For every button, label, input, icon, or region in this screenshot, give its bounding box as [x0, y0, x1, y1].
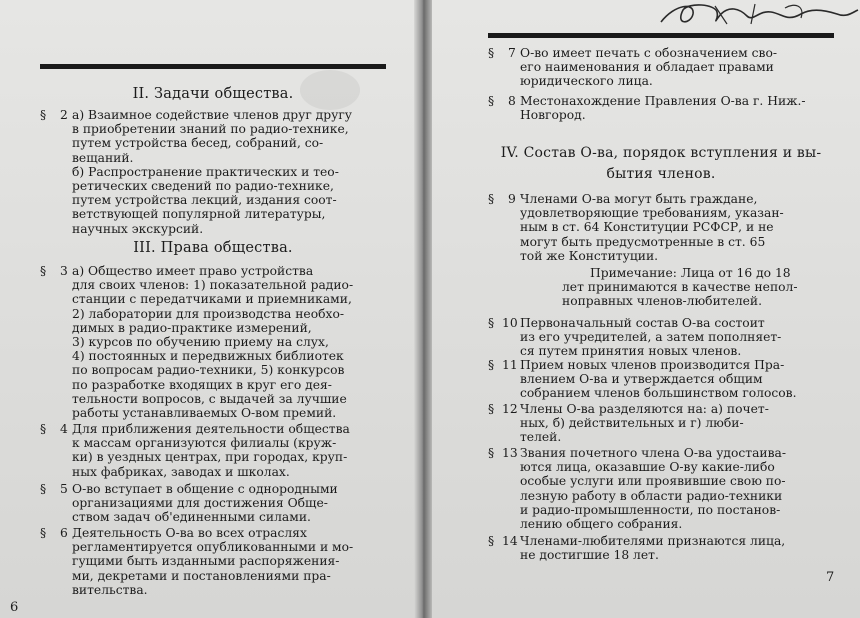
text-line: О-во вступает в общение с однородными: [72, 482, 338, 496]
heading-rights: III. Права общества.: [133, 240, 293, 256]
section-mark: §: [40, 526, 47, 540]
text-line: Местонахождение Правления О-ва г. Ниж.-: [520, 94, 806, 108]
section-text: [520, 192, 784, 263]
text-line: Членами О-ва могут быть граждане,: [520, 192, 758, 206]
text-line: ки) в уездных центрах, при городах, круп-: [72, 450, 348, 465]
section-text: [72, 108, 352, 236]
text-line: ством задач об'единенными силами.: [72, 510, 311, 525]
section-mark: §: [488, 94, 495, 108]
text-line: Для приближения деятельности общества: [72, 422, 350, 436]
text-line: регламентируется опубликованными и мо-: [72, 540, 354, 555]
heading-membership: IV. Состав О-ва, порядок вступления и вы-: [500, 145, 822, 161]
section-mark: §: [488, 534, 495, 548]
text-line: тельности вопросов, с выдачей за лучшие: [72, 391, 347, 406]
section-mark: §: [40, 264, 47, 278]
page-number-left: 6: [10, 600, 19, 615]
text-line: по вопросам радио-техники, 5) конкурсов: [72, 363, 345, 378]
text-line: 2) лаборатории для производства необхо-: [72, 306, 345, 321]
section-text: [520, 46, 777, 89]
heading-membership-cont: бытия членов.: [606, 166, 716, 182]
text-line: не достигшие 18 лет.: [520, 548, 659, 563]
left-header-rule: [40, 64, 386, 69]
text-line: вещаний.: [72, 150, 134, 165]
note-line: Примечание: Лица от 16 до 18: [590, 266, 791, 280]
text-line: собранием членов большинством голосов.: [520, 386, 797, 401]
text-line: по разработке входящих в круг его дея-: [72, 377, 332, 392]
text-line: организациями для достижения Обще-: [72, 496, 328, 511]
text-line: могут быть предусмотренные в ст. 65: [520, 234, 766, 249]
section-mark: §: [488, 316, 495, 330]
section-mark: §: [40, 108, 47, 122]
text-line: а) Взаимное содействие членов друг другу: [72, 108, 353, 122]
text-line: Членами-любителями признаются лица,: [520, 534, 786, 548]
text-line: работы устанавливаемых О-вом премий.: [72, 406, 337, 421]
section-text: [520, 94, 806, 122]
text-line: гущими быть изданными распоряжения-: [72, 554, 340, 569]
section-number: 10: [502, 316, 518, 330]
section-number: 9: [508, 192, 516, 206]
text-line: ретических сведений по радио-технике,: [72, 179, 334, 194]
text-line: б) Распространение практических и тео-: [72, 164, 339, 179]
text-line: Новгород.: [520, 108, 586, 123]
text-line: в приобретении знаний по радио-технике,: [72, 122, 349, 137]
text-line: ми, декретами и постановлениями пра-: [72, 568, 331, 583]
text-line: юридического лица.: [520, 74, 653, 89]
section-mark: §: [40, 422, 47, 436]
section-number: 6: [60, 526, 68, 540]
text-line: Первоначальный состав О-ва состоит: [520, 316, 765, 330]
text-line: 4) постоянных и передвижных библиотек: [72, 349, 344, 364]
note-line: лет принимаются в качестве непол-: [562, 280, 798, 295]
heading-tasks: II. Задачи общества.: [132, 86, 294, 102]
text-line: влением О-ва и утверждается общим: [520, 372, 763, 387]
section-text: [520, 534, 785, 562]
text-line: лению общего собрания.: [520, 517, 683, 532]
text-line: ся путем принятия новых членов.: [520, 344, 742, 359]
section-number: 11: [502, 358, 518, 372]
section-number: 2: [60, 108, 68, 122]
section-number: 8: [508, 94, 516, 108]
text-line: 3) курсов по обучению приему на слух,: [72, 335, 329, 350]
section-text: [520, 446, 786, 531]
section-mark: §: [488, 46, 495, 60]
text-line: для своих членов: 1) показательной радио-: [72, 278, 354, 293]
section-number: 14: [502, 534, 518, 548]
section-text: [72, 526, 353, 597]
section-number: 3: [60, 264, 68, 278]
text-line: удовлетворяющие требованиям, указан-: [520, 206, 784, 221]
text-line: ных, б) действительных и г) люби-: [520, 416, 744, 431]
text-line: той же Конституции.: [520, 248, 659, 263]
text-line: вительства.: [72, 582, 148, 597]
section-mark: §: [488, 358, 495, 372]
right-header-rule: [488, 33, 834, 38]
section-text: [72, 482, 338, 525]
section-text: [520, 316, 781, 359]
section-mark: §: [488, 446, 495, 460]
section-number: 4: [60, 422, 68, 436]
section-text: [72, 264, 353, 420]
section-mark: §: [488, 402, 495, 416]
section-number: 5: [60, 482, 68, 496]
text-line: особые услуги или проявившие свою по-: [520, 474, 786, 489]
text-line: путем устройства бесед, собраний, со-: [72, 136, 324, 151]
section-text: [520, 402, 769, 445]
text-line: и радио-промышленности, по постанов-: [520, 502, 781, 517]
text-line: ются лица, оказавшие О-ву какие-либо: [520, 460, 775, 475]
text-line: а) Общество имеет право устройства: [72, 264, 314, 278]
text-line: ных фабриках, заводах и школах.: [72, 464, 290, 479]
text-line: Звания почетного члена О-ва удостаива-: [520, 446, 787, 460]
section-mark: §: [40, 482, 47, 496]
text-line: телей.: [520, 430, 562, 445]
text-line: О-во имеет печать с обозначением сво-: [520, 46, 777, 60]
text-line: Члены О-ва разделяются на: а) почет-: [520, 402, 769, 416]
text-line: научных экскурсий.: [72, 221, 204, 236]
section-text: [520, 358, 797, 401]
section-text: [72, 422, 350, 479]
text-line: Прием новых членов производится Пра-: [520, 358, 785, 372]
text-line: путем устройства лекций, издания соот-: [72, 193, 337, 208]
section-number: 13: [502, 446, 518, 460]
text-line: его наименования и обладает правами: [520, 60, 774, 75]
text-line: станции с передатчиками и приемниками,: [72, 292, 352, 307]
note-text: [562, 266, 798, 309]
text-line: ным в ст. 64 Конституции РСФСР, и не: [520, 220, 774, 235]
text-line: лезную работу в области радио-техники: [520, 488, 783, 503]
section-number: 7: [508, 46, 516, 60]
text-line: Деятельность О-ва во всех отраслях: [72, 526, 307, 540]
handwritten-signature: [655, 0, 860, 30]
page-number-right: 7: [826, 570, 835, 585]
section-mark: §: [488, 192, 495, 206]
text-line: из его учредителей, а затем пополняет-: [520, 330, 782, 345]
text-line: ветствующей популярной литературы,: [72, 207, 326, 222]
note-line: ноправных членов-любителей.: [562, 294, 763, 309]
text-line: к массам организуются филиалы (круж-: [72, 436, 337, 451]
text-line: димых в радио-практике измерений,: [72, 320, 312, 335]
section-number: 12: [502, 402, 518, 416]
book-gutter: [414, 0, 432, 618]
